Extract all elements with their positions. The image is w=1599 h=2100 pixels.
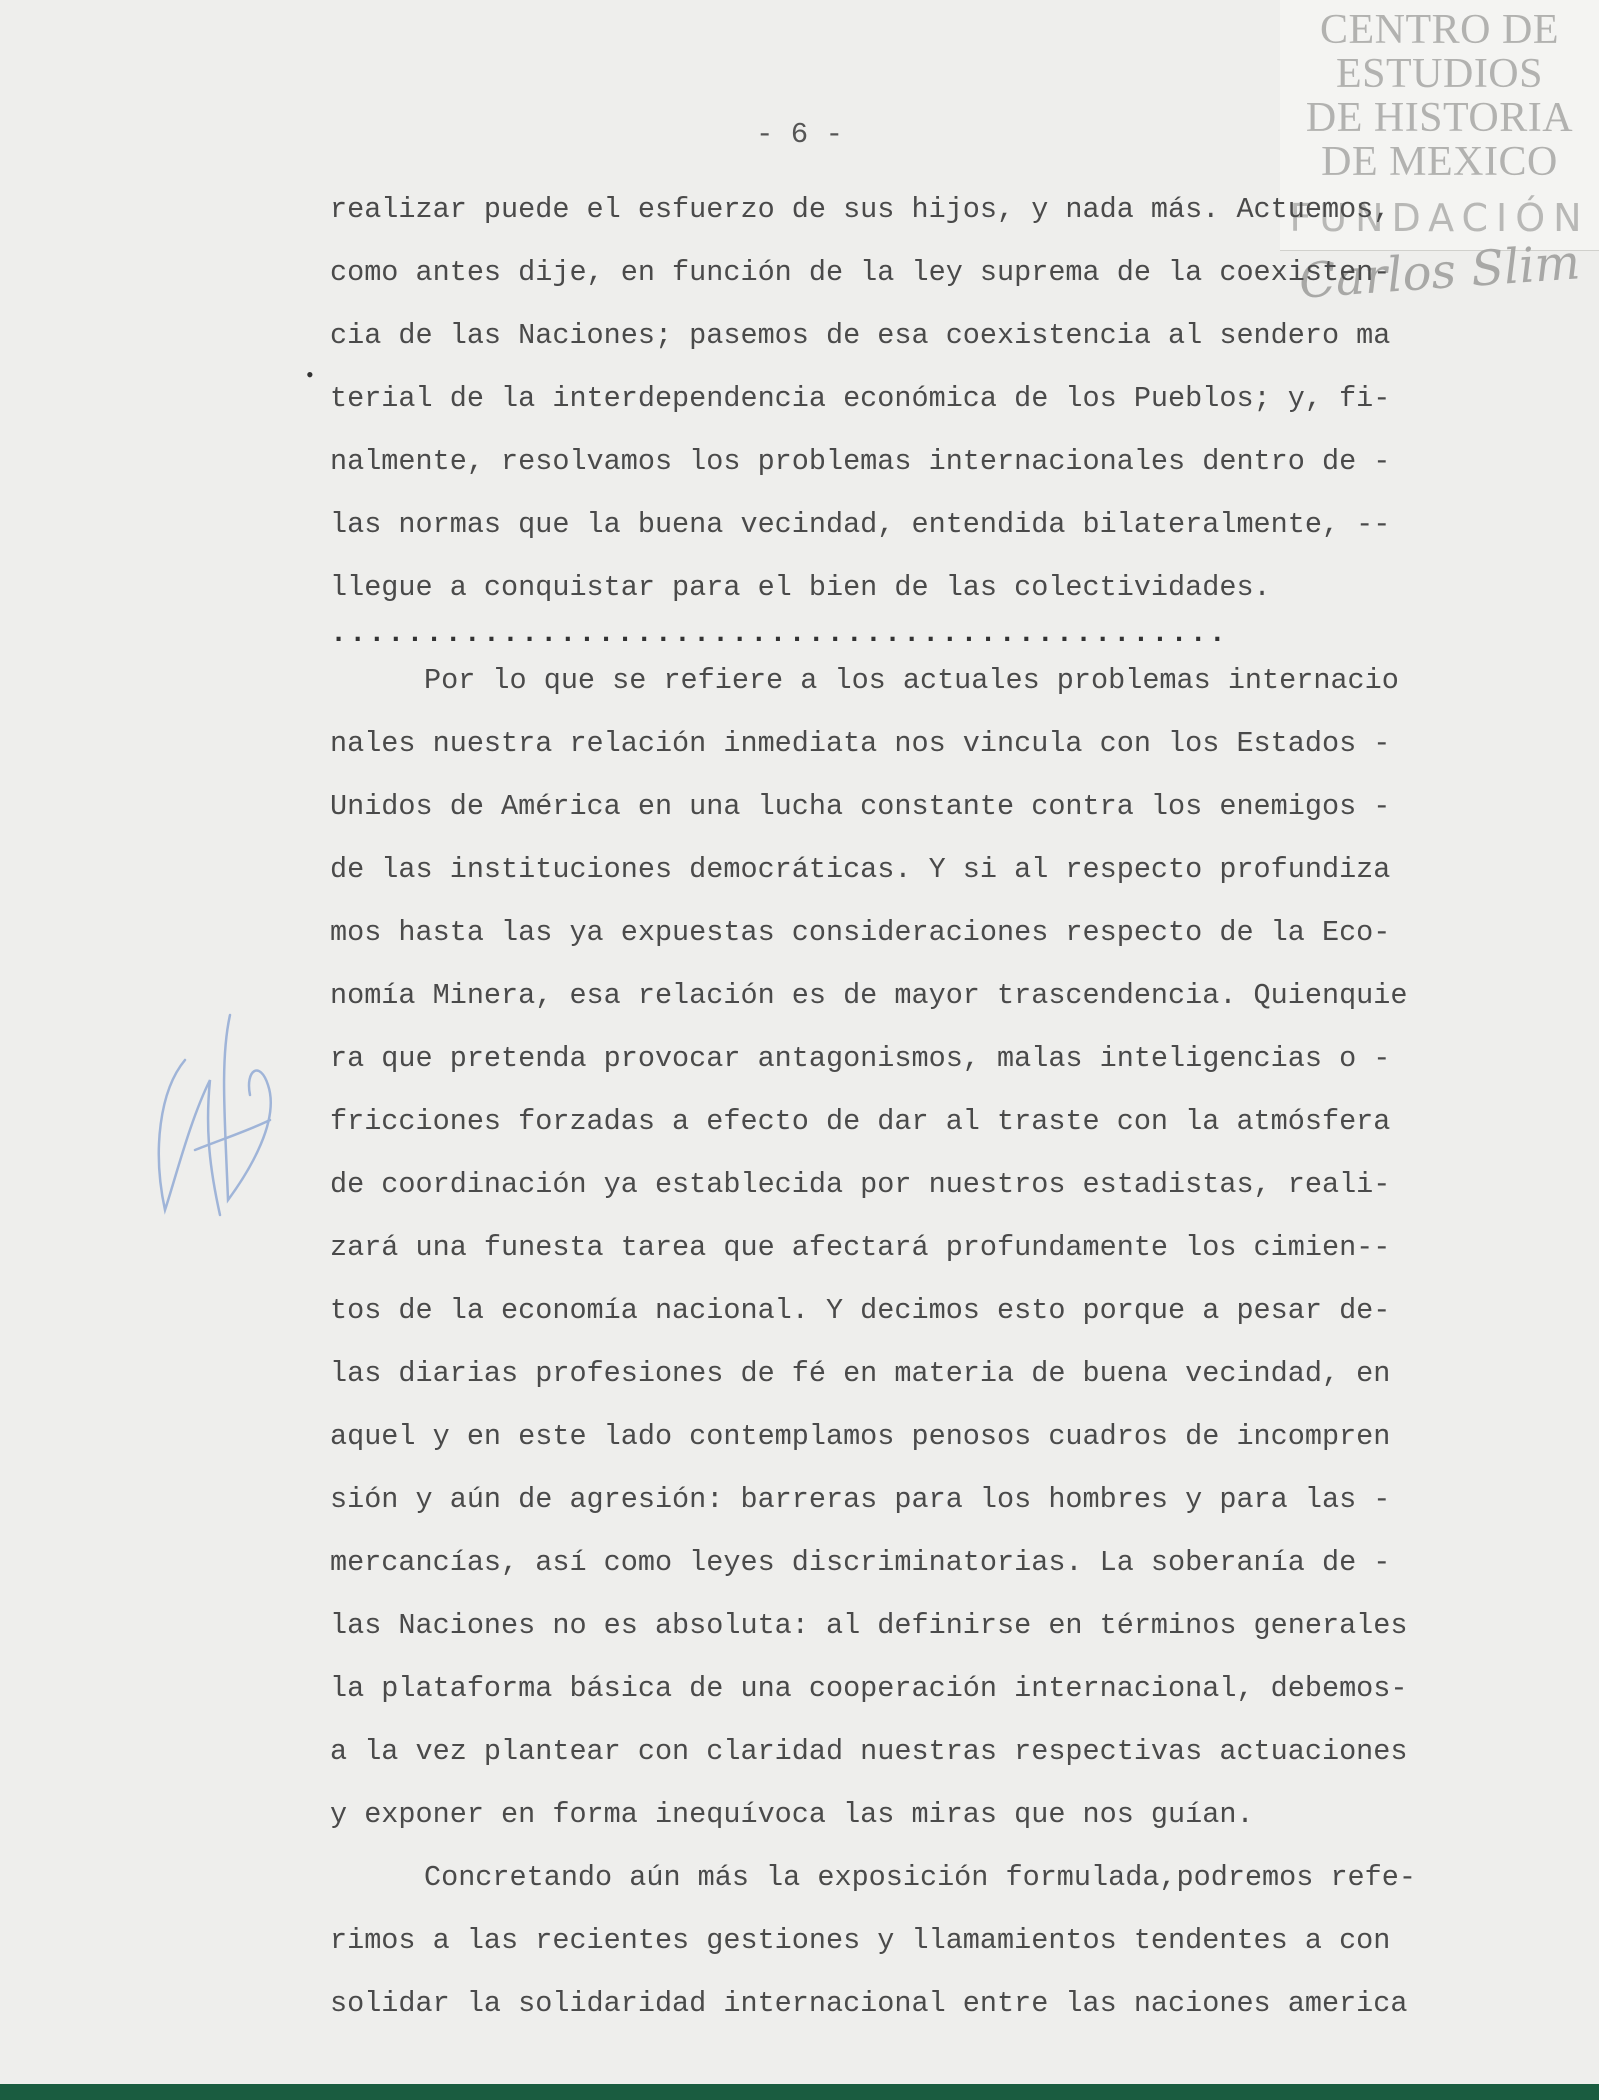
- paragraph-2: [330, 649, 1520, 1846]
- typed-body-text: [330, 178, 1520, 2035]
- text-line: nales nuestra relación inmediata nos vincula con los Estados -: [330, 727, 1391, 760]
- text-line: sión y aún de agresión: barreras para los hombres y para las -: [330, 1483, 1391, 1516]
- stamp-line: DE MEXICO: [1321, 139, 1558, 185]
- text-line: mercancías, así como leyes discriminatorias. La soberanía de -: [330, 1546, 1391, 1579]
- text-line: las Naciones no es absoluta: al definirse en términos generales: [330, 1609, 1408, 1642]
- text-line: aquel y en este lado contemplamos penosos cuadros de incompren: [330, 1420, 1391, 1453]
- text-line: rimos a las recientes gestiones y llamamientos tendentes a con: [330, 1924, 1391, 1957]
- text-line: fricciones forzadas a efecto de dar al traste con la atmósfera: [330, 1105, 1391, 1138]
- text-line: Unidos de América en una lucha constante contra los enemigos -: [330, 790, 1391, 823]
- text-line: nomía Minera, esa relación es de mayor trascendencia. Quienquie: [330, 979, 1408, 1012]
- text-line: solidar la solidaridad internacional entre las naciones america: [330, 1987, 1408, 2020]
- text-line: ra que pretenda provocar antagonismos, malas inteligencias o -: [330, 1042, 1391, 1075]
- text-line: tos de la economía nacional. Y decimos esto porque a pesar de-: [330, 1294, 1391, 1327]
- text-line: realizar puede el esfuerzo de sus hijos, y nada más. Actuemos,: [330, 193, 1391, 226]
- stamp-line: DE HISTORIA: [1305, 95, 1574, 141]
- text-line: zará una funesta tarea que afectará profundamente los cimien--: [330, 1231, 1391, 1264]
- handwritten-initials: [150, 1000, 290, 1240]
- text-line: terial de la interdependencia económica de los Pueblos; y, fi-: [330, 382, 1391, 415]
- text-line: las normas que la buena vecindad, entendida bilateralmente, --: [330, 508, 1391, 541]
- text-line: de coordinación ya establecida por nuestros estadistas, reali-: [330, 1168, 1391, 1201]
- text-line: las diarias profesiones de fé en materia de buena vecindad, en: [330, 1357, 1391, 1390]
- dotted-separator: ...............................................: [330, 617, 1228, 650]
- text-line: Concretando aún más la exposición formulada,podremos refe-: [424, 1861, 1416, 1894]
- stamp-line: CENTRO DE: [1320, 7, 1559, 53]
- paragraph-3: [330, 1846, 1520, 2035]
- stamp-signature: Carlos Slim: [1297, 234, 1582, 310]
- text-line: y exponer en forma inequívoca las miras que nos guían.: [330, 1798, 1254, 1831]
- text-line: llegue a conquistar para el bien de las colectividades.: [330, 571, 1271, 604]
- scan-frame-edge: [0, 2084, 1599, 2100]
- text-line: Por lo que se refiere a los actuales problemas internacio: [424, 664, 1399, 697]
- text-line: de las instituciones democráticas. Y si al respecto profundiza: [330, 853, 1391, 886]
- stamp-fundacion: FUNDACIÓN: [1289, 196, 1590, 240]
- text-line: mos hasta las ya expuestas consideraciones respecto de la Eco-: [330, 916, 1391, 949]
- text-line: nalmente, resolvamos los problemas internacionales dentro de -: [330, 445, 1391, 478]
- stamp-line: ESTUDIOS: [1335, 51, 1543, 97]
- text-line: como antes dije, en función de la ley suprema de la coexisten-: [330, 256, 1391, 289]
- text-line: a la vez plantear con claridad nuestras respectivas actuaciones: [330, 1735, 1408, 1768]
- paragraph-1: [330, 178, 1520, 619]
- text-line: cia de las Naciones; pasemos de esa coexistencia al sendero ma: [330, 319, 1391, 352]
- margin-dot-mark: •: [306, 362, 314, 387]
- page-number: - 6 -: [755, 118, 843, 151]
- text-line: la plataforma básica de una cooperación internacional, debemos-: [330, 1672, 1408, 1705]
